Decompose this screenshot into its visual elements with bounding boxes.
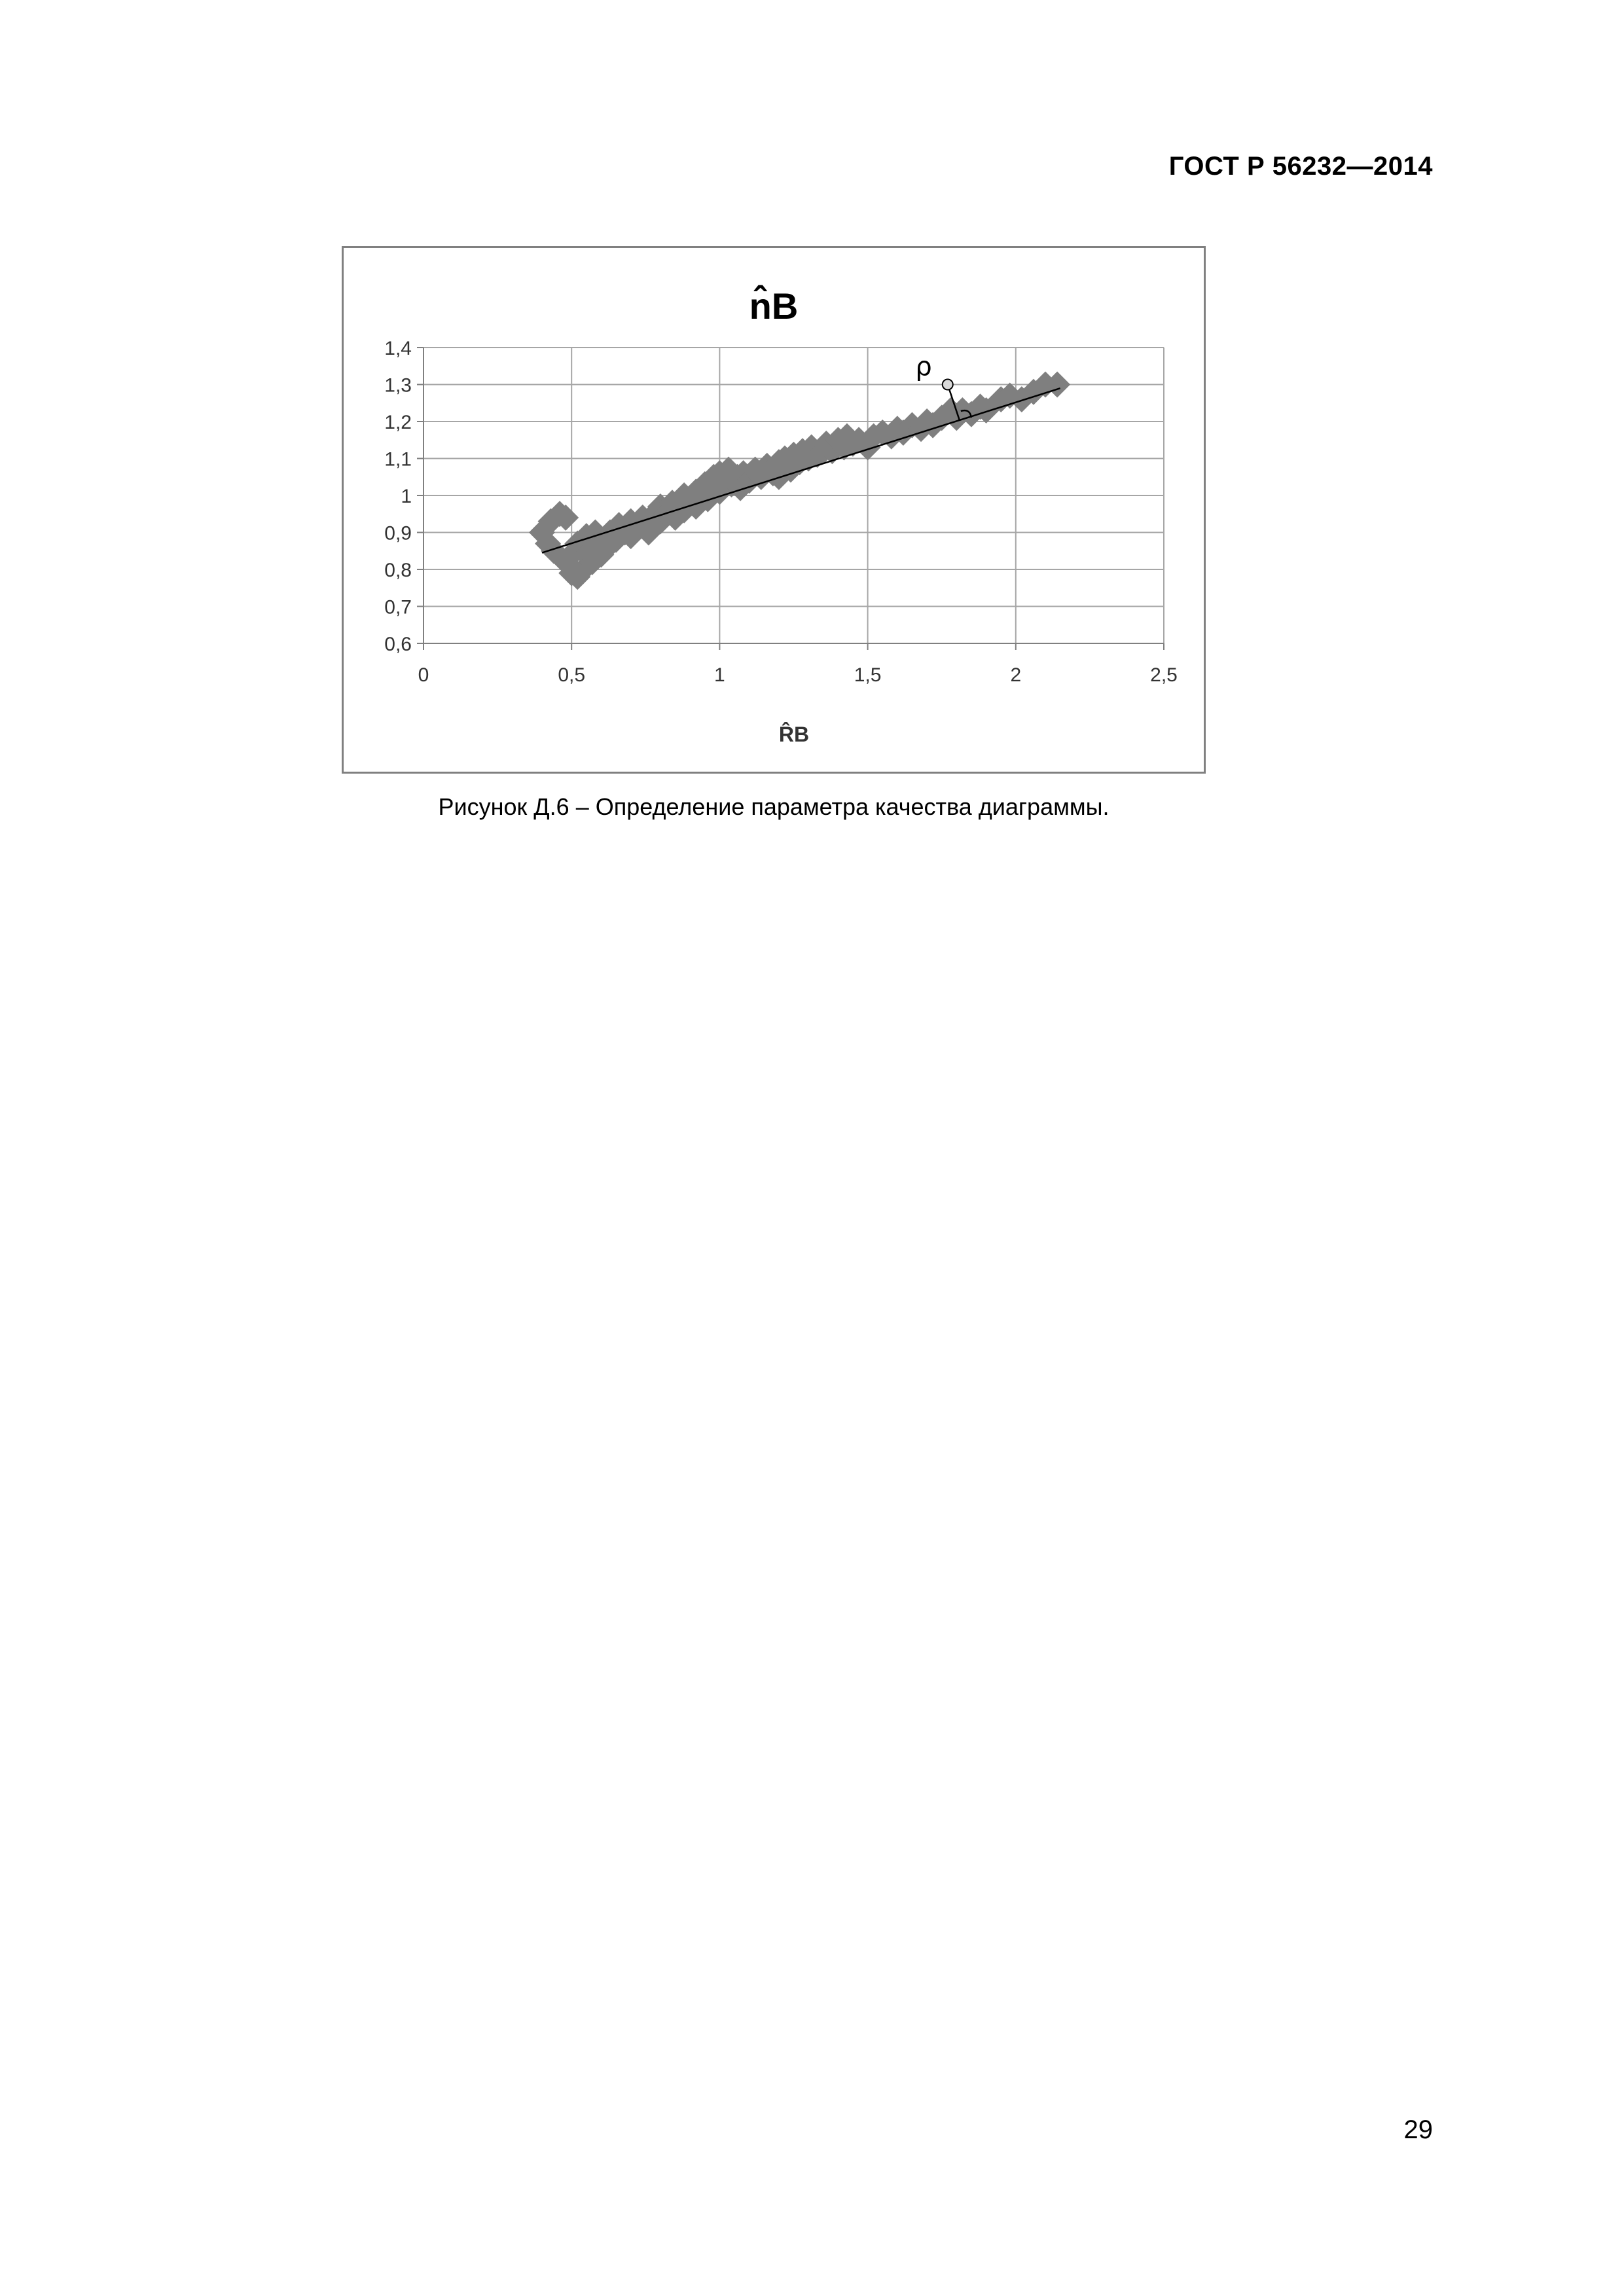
- chart-titles: [749, 285, 809, 746]
- document-standard-header: ГОСТ Р 56232—2014: [1168, 152, 1433, 181]
- y-tick-label: 0,9: [384, 522, 412, 545]
- figure-caption: Рисунок Д.6 – Определение параметра качества диаграммы.: [438, 793, 1110, 820]
- chart-points: [529, 372, 1070, 590]
- x-tick-label: 0: [418, 664, 429, 686]
- x-tick-label: 2,5: [1150, 664, 1178, 686]
- chart-trendline: [542, 388, 1060, 552]
- y-tick-label: 0,7: [384, 596, 412, 619]
- scatter-chart: [344, 248, 1204, 772]
- trendline: [542, 388, 1060, 552]
- chart-figure: [342, 246, 1206, 774]
- y-tick-label: 0,8: [384, 560, 412, 581]
- y-tick-label: 1,2: [384, 412, 412, 433]
- annotation-point: [943, 380, 953, 390]
- page-number: 29: [1403, 2115, 1433, 2144]
- chart-title: n̂B: [749, 285, 799, 327]
- y-tick-label: 1: [401, 486, 412, 507]
- y-tick-label: 0,6: [384, 634, 412, 655]
- y-tick-label: 1,4: [384, 338, 412, 359]
- x-tick-label: 2: [1010, 664, 1022, 686]
- x-axis-title: R̂B: [778, 723, 810, 746]
- chart-grid: [417, 348, 1164, 650]
- x-tick-label: 1: [714, 664, 725, 686]
- annotation-rho-label: ρ: [915, 351, 932, 382]
- y-tick-label: 1,1: [384, 448, 412, 471]
- y-tick-label: 1,3: [384, 374, 412, 397]
- x-tick-label: 0,5: [558, 664, 586, 686]
- x-tick-label: 1,5: [854, 664, 882, 686]
